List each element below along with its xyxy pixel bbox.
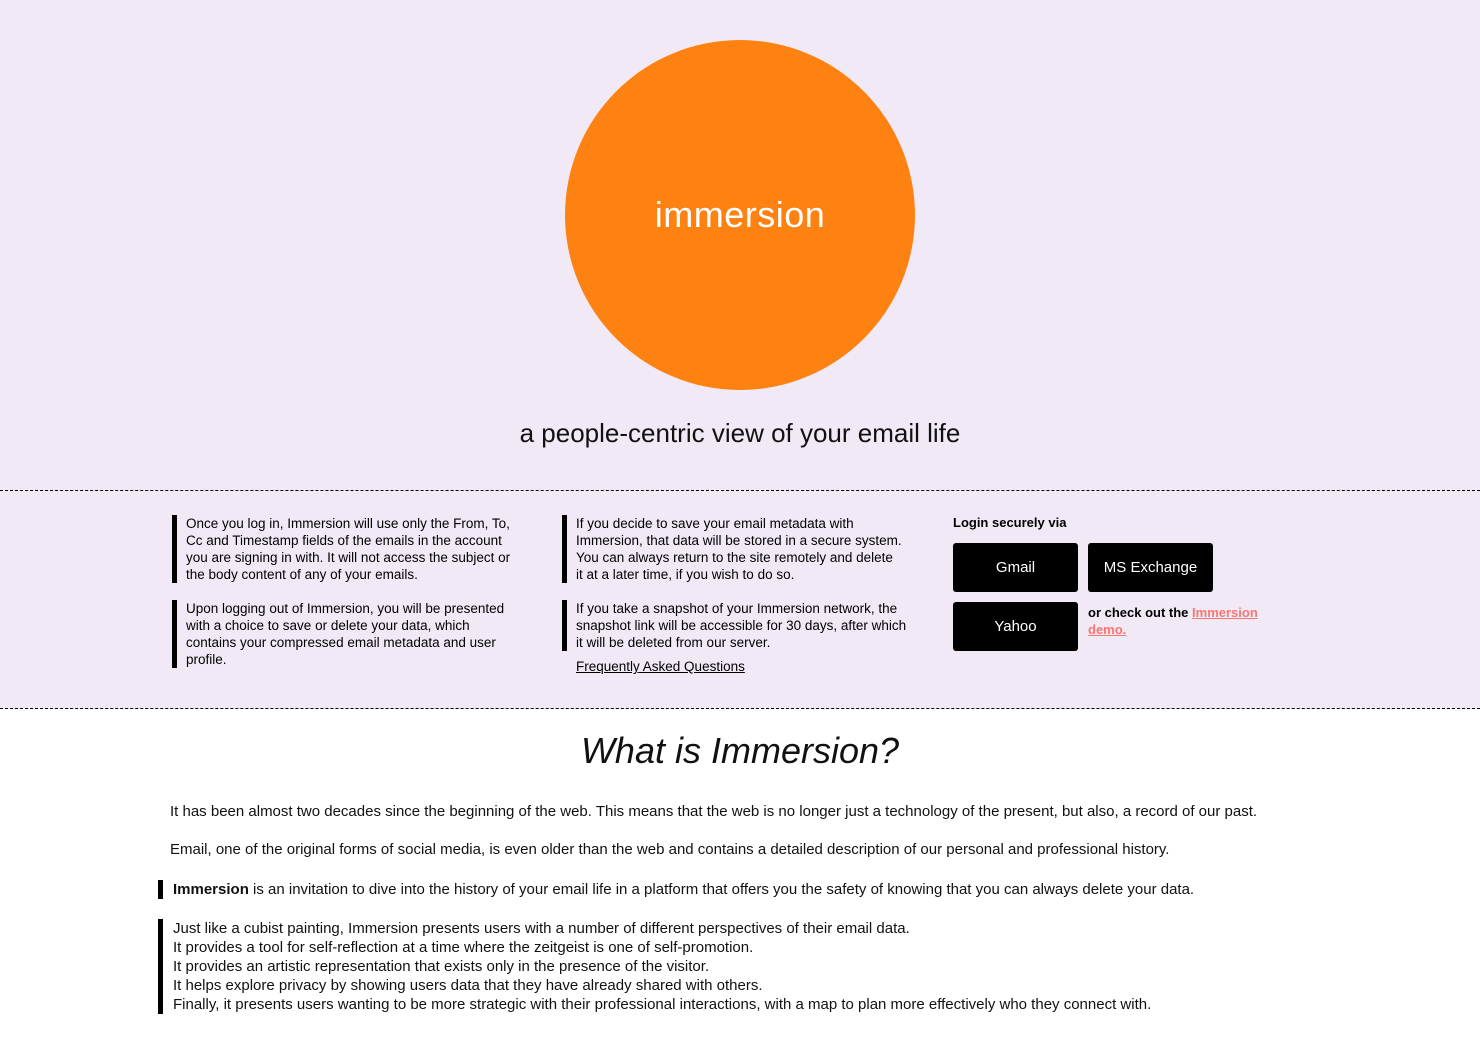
perspective-line: Just like a cubist painting, Immersion presents users with a number of different perspectives of their email data. [173,920,910,937]
brand-name: Immersion [173,881,249,898]
about-paragraph-email: Email, one of the original forms of social media, is even older than the web and contains a detailed description of our personal and professional history. [170,841,1170,858]
login-label: Login securely via [953,515,1067,530]
faq-link[interactable]: Frequently Asked Questions [576,659,745,674]
invitation-text: is an invitation to dive into the history of your email life in a platform that offers you the safety of knowing that you can always delete your data. [248,881,1195,898]
exchange-login-button[interactable]: MS Exchange [1088,543,1213,592]
info-section [0,491,1480,709]
yahoo-login-button[interactable]: Yahoo [953,602,1078,651]
hero-section [0,0,1480,491]
privacy-note-logout: Upon logging out of Immersion, you will be presented with a choice to save or delete your data, which contains your compressed email metadata and user profile. [172,600,522,668]
about-paragraph-web: It has been almost two decades since the beginning of the web. This means that the web is no longer just a technology of the present, but also, a record of our past. [170,803,1258,820]
about-quote-perspectives [158,919,1151,1014]
about-title: What is Immersion? [580,730,900,771]
logo-circle [565,40,915,390]
perspective-line: Finally, it presents users wanting to be more strategic with their professional interactions, with a map to plan more effectively who they connect with. [173,996,1152,1013]
logo-text: immersion [654,194,826,235]
perspective-line: It provides an artistic representation that exists only in the presence of the visitor. [173,958,710,975]
demo-link[interactable]: Immersion demo. [1088,605,1258,637]
gmail-login-button[interactable]: Gmail [953,543,1078,592]
privacy-note-save: If you decide to save your email metadata with Immersion, that data will be stored in a secure system. You can always return to the site remotely and delete it at a later time, if you wish to do so. [562,515,902,583]
perspective-line: It provides a tool for self-reflection at a time where the zeitgeist is one of self-promotion. [173,939,754,956]
demo-text [1088,604,1278,638]
about-quote-invitation [158,880,1194,899]
privacy-note-snapshot: If you take a snapshot of your Immersion network, the snapshot link will be accessible for 30 days, after which it will be deleted from our server. [562,600,907,651]
tagline: a people-centric view of your email life [519,418,961,448]
demo-prefix: or check out the [1088,605,1193,620]
perspective-line: It helps explore privacy by showing users data that they have already shared with others. [173,977,763,994]
privacy-note-login: Once you log in, Immersion will use only the From, To, Cc and Timestamp fields of the emails in the account you are signing in with. It will not access the subject or the body content of any of your emails. [172,515,522,583]
